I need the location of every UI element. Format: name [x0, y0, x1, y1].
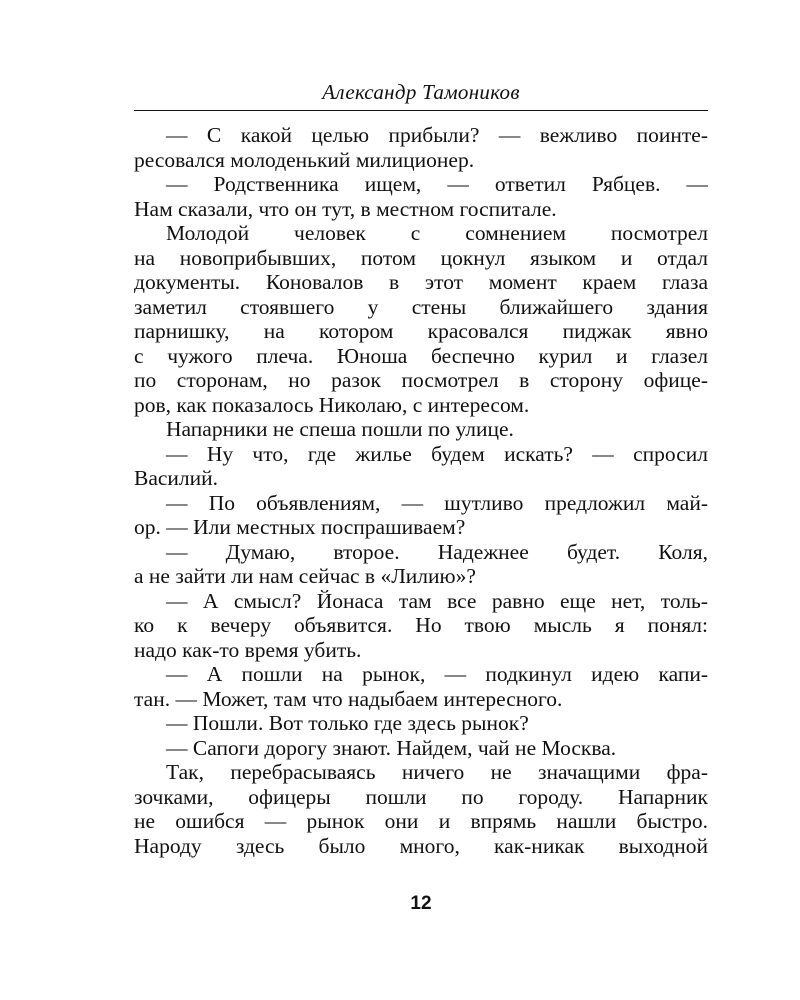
text-line: ко к вечеру объявится. Но твою мысль я понял:	[134, 613, 708, 637]
text-line: Народу здесь было много, как-никак выходной	[134, 833, 708, 858]
text-line: зочками, офицеры пошли по городу. Напарник	[134, 784, 708, 809]
text-line: с чужого плеча. Юноша беспечно курил и глазел	[134, 343, 708, 368]
page-number: 12	[410, 893, 432, 914]
text-line: — Родственника ищем, — ответил Рябцев. —	[166, 172, 708, 196]
text-line: — Пошли. Вот только где здесь рынок?	[166, 711, 529, 735]
text-line: а не зайти ли нам сейчас в «Лилию»?	[134, 564, 476, 588]
text-line: Напарники не спеша пошли по улице.	[166, 417, 514, 441]
text-line: на новоприбывших, потом цокнул языком и отдал	[134, 245, 708, 270]
text-line: Так, перебрасываясь ничего не значащими фра-	[166, 760, 708, 784]
text-line: Молодой человек с сомнением посмотрел	[166, 221, 708, 245]
text-line: ров, как показалось Николаю, с интересом.	[134, 392, 530, 417]
body-text	[134, 123, 708, 858]
text-line: Василий.	[134, 466, 219, 490]
text-line: — А смысл? Йонаса там все равно еще нет, толь-	[166, 588, 708, 613]
text-line: ресовался молоденький милиционер.	[134, 147, 475, 172]
running-head-author: Александр Тамоников	[322, 80, 520, 104]
text-line: тан. — Может, там что надыбаем интересного.	[134, 686, 563, 711]
text-line: по сторонам, но разок посмотрел в сторону офице-	[134, 368, 708, 392]
text-line: — По объявлениям, — шутливо предложил май-	[166, 490, 708, 515]
text-line: парнишку, на котором красовался пиджак явно	[134, 319, 708, 343]
text-line: — Ну что, где жилье будем искать? — спросил	[166, 441, 708, 466]
text-line: Нам сказали, что он тут, в местном госпитале.	[134, 196, 557, 221]
text-line: — А пошли на рынок, — подкинул идею капи-	[166, 662, 708, 686]
text-line: не ошибся — рынок они и впрямь нашли быстро.	[134, 809, 708, 833]
text-line: — Думаю, второе. Надежнее будет. Коля,	[166, 539, 708, 564]
header-rule	[134, 110, 708, 111]
text-line: документы. Коновалов в этот момент краем глаза	[134, 270, 708, 294]
text-line: ор. — Или местных поспрашиваем?	[134, 515, 466, 539]
text-line: заметил стоявшего у стены ближайшего здания	[134, 294, 708, 319]
text-line: — Сапоги дорогу знают. Найдем, чай не Москва.	[166, 735, 617, 760]
text-line: — С какой целью прибыли? — вежливо поинте-	[166, 123, 708, 147]
text-line: надо как-то время убить.	[134, 637, 362, 662]
